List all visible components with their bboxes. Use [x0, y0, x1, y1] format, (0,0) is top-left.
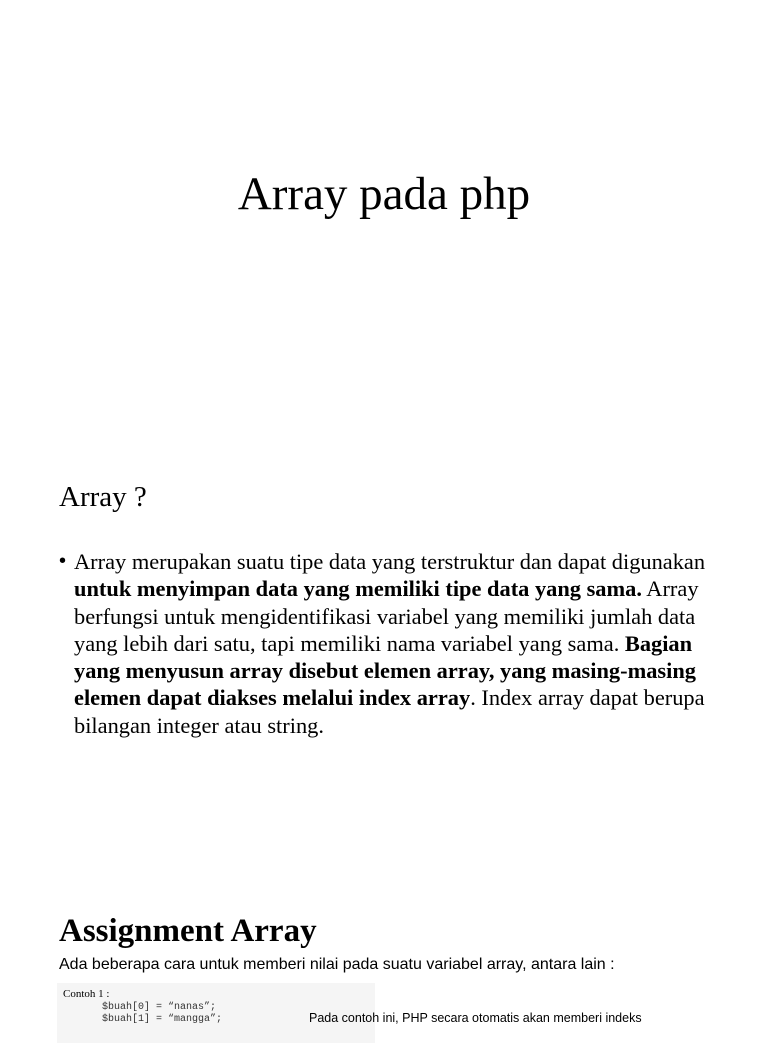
code-line: $buah[0] = “nanas”;	[102, 1002, 217, 1013]
intro-text: Ada beberapa cara untuk memberi nilai pada suatu variabel array, antara lain :	[59, 956, 615, 973]
slide-assignment-array	[0, 860, 768, 1024]
text-run-bold: untuk menyimpan data yang memiliki tipe data yang sama.	[74, 576, 642, 602]
text-run: Array merupakan suatu tipe data yang terstruktur dan dapat digunakan	[74, 549, 706, 574]
code-line: $buah[1] = “mangga”;	[102, 1014, 223, 1025]
bullet-list	[59, 548, 719, 739]
slide-heading: Assignment Array	[59, 913, 317, 949]
bullet-text	[74, 549, 705, 738]
slide-heading: Array ?	[59, 481, 147, 513]
bullet-item	[59, 548, 719, 739]
slide-title	[0, 0, 768, 430]
slide-array-definition	[0, 430, 768, 860]
bullet-icon: •	[59, 550, 67, 572]
text-run: Array berfungsi untuk mengidentifikasi variabel yang memiliki jumlah data yang lebih dari satu, tapi memiliki nama variabel yang sama.	[74, 576, 699, 656]
example-label: Contoh 1 :	[63, 988, 110, 1000]
text-run: . Index array dapat berupa bilangan integer atau string.	[74, 685, 705, 738]
presentation-title: Array pada php	[237, 168, 531, 220]
explanation-note: Pada contoh ini, PHP secara otomatis akan memberi indeks	[309, 1011, 642, 1025]
text-run-bold: Bagian yang menyusun array disebut elemen array, yang masing-masing elemen dapat diakses melalui index array	[74, 630, 696, 711]
